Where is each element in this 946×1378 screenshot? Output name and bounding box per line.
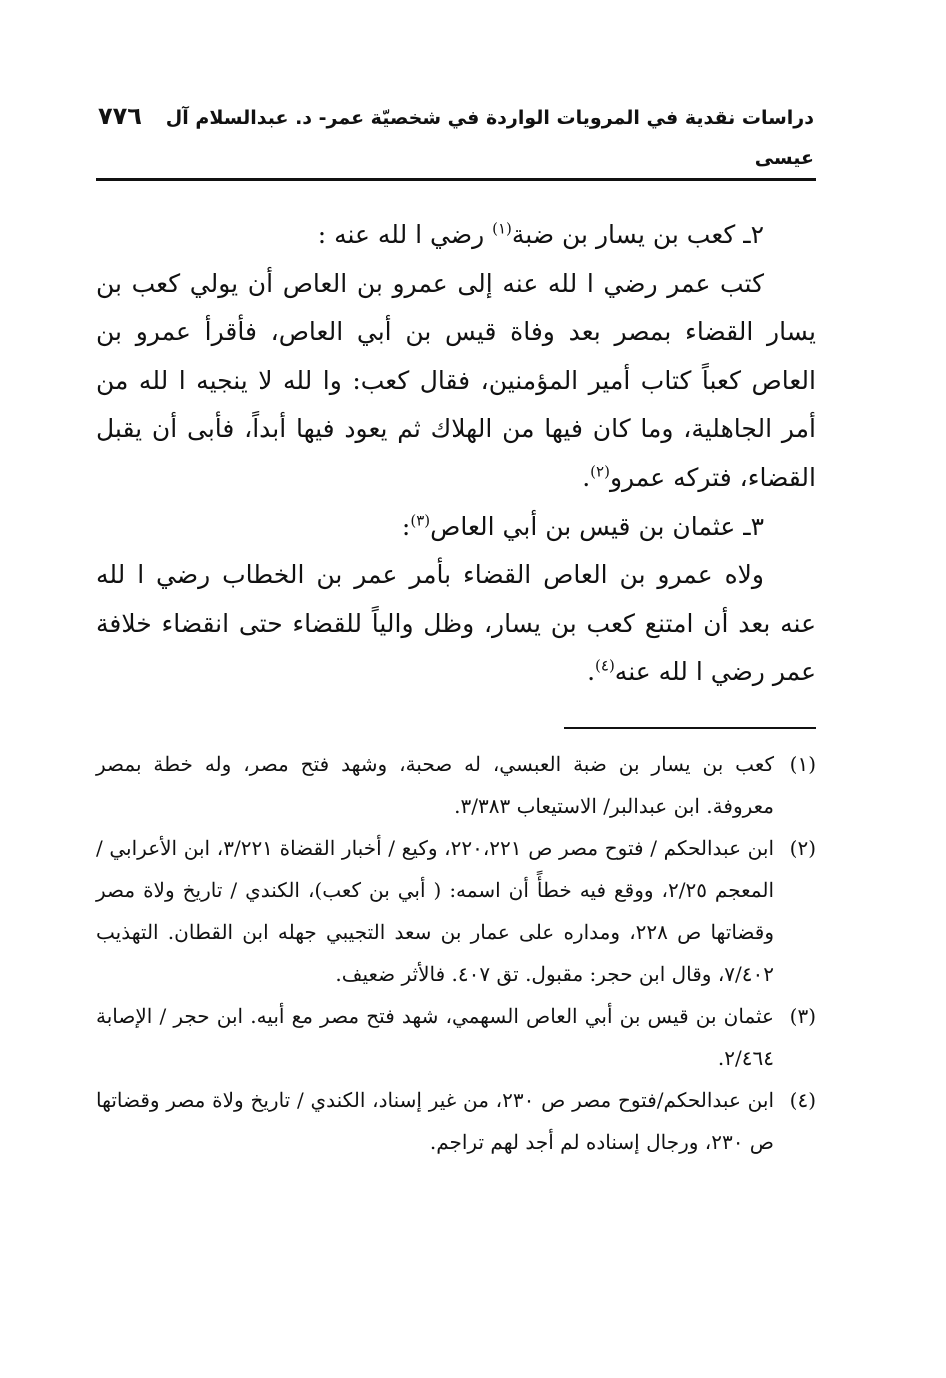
paragraph-tail: . bbox=[582, 462, 591, 492]
heading-text: ٣ـ عثمان بن قيس بن أبي العاص bbox=[430, 511, 764, 541]
footnote-item bbox=[96, 1079, 816, 1163]
footnotes bbox=[96, 743, 816, 1163]
main-text bbox=[96, 211, 816, 697]
footnote-divider bbox=[564, 727, 816, 729]
section-heading bbox=[96, 503, 816, 552]
footnote-ref: (٣) bbox=[410, 511, 431, 530]
paragraph-text: ولاه عمرو بن العاص القضاء بأمر عمر بن الخطاب رضي ا لله عنه بعد أن امتنع كعب بن يسار، وظل والياً للقضاء حتى انقضاء خلافة عمر رضي ا لله عنه bbox=[96, 560, 816, 687]
heading-tail: رضي ا لله عنه : bbox=[317, 220, 493, 249]
footnote-number: (٤) bbox=[789, 1087, 816, 1112]
page-number: ٧٧٦ bbox=[98, 102, 142, 130]
footnote-text: كعب بن يسار بن ضبة العبسي، له صحبة، وشهد فتح مصر، وله خطة بمصر معروفة. ابن عبدالبر/ الاستيعاب ٣/٣٨٣. bbox=[96, 751, 774, 818]
footnote-number: (١) bbox=[789, 751, 816, 776]
footnote-ref: (٤) bbox=[595, 657, 615, 676]
footnote-text: ابن عبدالحكم / فتوح مصر ص ٢٢٠،٢٢١، وكيع / أخبار القضاة ٣/٢٢١، ابن الأعرابي / المعجم ٢/٢٥، ووقع فيه خطأً أن اسمه: ( أبي بن كعب)، الكندي / تاريخ ولاة مصر وقضاتها ص ٢٢٨، ومداره على عمار بن سعد التجيبي جهله ابن القطان. التهذيب ٧/٤٠٢، وقال ابن حجر: مقبول. تق ٤٠٧. فالأثر ضعيف. bbox=[96, 835, 775, 986]
heading-tail: : bbox=[401, 511, 411, 541]
running-header bbox=[96, 96, 816, 181]
paragraph-text: كتب عمر رضي ا لله عنه إلى عمرو بن العاص أن يولي كعب بن يسار القضاء بمصر بعد وفاة قيس بن أبي العاص، فأقرأ عمرو بن العاص كعباً كتاب أمير المؤمنين، فقال كعب: وا لله لا ينجيه ا لله من أمر الجاهلية، وما كان فيها من الهلاك ثم يعود فيها أبداً، فأبى أن يقبل القضاء، فتركه عمرو bbox=[96, 268, 816, 492]
paragraph-tail: . bbox=[587, 657, 596, 687]
document-page bbox=[96, 96, 816, 1163]
section-paragraph bbox=[96, 551, 816, 697]
heading-text: ٢ـ كعب بن يسار بن ضبة bbox=[511, 220, 764, 249]
footnote-number: (٢) bbox=[789, 835, 816, 860]
footnote-ref: (٢) bbox=[590, 462, 610, 481]
footnote-text: ابن عبدالحكم/فتوح مصر ص ٢٣٠، من غير إسناد، الكندي / تاريخ ولاة مصر وقضاتها ص ٢٣٠، ورجال إسناده لم أجد لهم تراجم. bbox=[96, 1087, 775, 1154]
footnote-item bbox=[96, 995, 816, 1079]
running-title: دراسات نقدية في المرويات الواردة في شخصيّة عمر- د. عبدالسلام آل عيسى bbox=[165, 107, 814, 169]
footnote-item bbox=[96, 827, 816, 995]
footnote-number: (٣) bbox=[789, 1003, 816, 1028]
footnote-item bbox=[96, 743, 816, 827]
section-heading bbox=[96, 211, 816, 260]
footnote-ref: (١) bbox=[492, 219, 512, 238]
footnote-text: عثمان بن قيس بن أبي العاص السهمي، شهد فتح مصر مع أبيه. ابن حجر / الإصابة ٢/٤٦٤. bbox=[96, 1003, 774, 1070]
section-paragraph bbox=[96, 260, 816, 503]
